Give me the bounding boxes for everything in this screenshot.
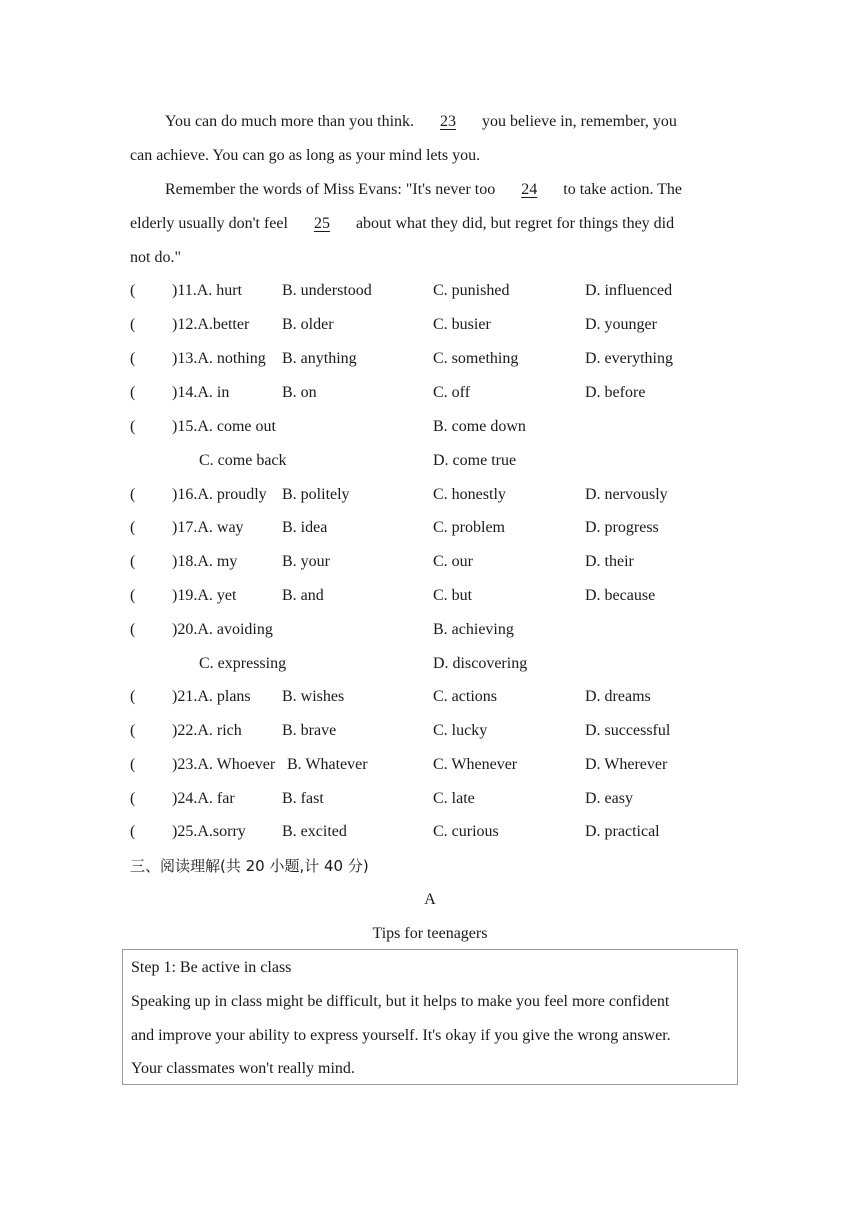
question-20-a: )20.A. avoiding [172,621,273,638]
question-23-b: B. Whatever [287,756,368,773]
section-letter: A [424,891,436,908]
question-14-a: )14.A. in [172,384,230,401]
passage-text: elderly usually don't feel [130,215,288,232]
question-25-a: )25.A.sorry [172,823,246,840]
blank-24: 24 [521,181,538,198]
question-12-d: D. younger [585,316,657,333]
question-23-a: )23.A. Whoever [172,756,276,773]
question-13-a: )13.A. nothing [172,350,266,367]
question-17-b: B. idea [282,519,328,536]
passage-text: to take action. The [563,181,683,198]
question-12-b: B. older [282,316,334,333]
passage-line [165,180,682,200]
question-25-c: C. curious [433,823,499,840]
question-13-b: B. anything [282,350,357,367]
blank-25: 25 [313,215,330,232]
question-paren: ( [130,688,136,705]
question-paren: ( [130,722,136,739]
question-15-b: B. come down [433,418,526,435]
question-16-c: C. honestly [433,486,506,503]
question-24-b: B. fast [282,790,324,807]
question-13-d: D. everything [585,350,673,367]
passage-text: you believe in, remember, you [482,113,677,130]
question-paren: ( [130,519,136,536]
question-11-d: D. influenced [585,282,673,299]
question-paren: ( [130,282,136,299]
question-paren: ( [130,621,136,638]
question-25-b: B. excited [282,823,347,840]
question-21-d: D. dreams [585,688,651,705]
passage-line [165,112,677,132]
question-15-a: )15.A. come out [172,418,276,435]
passage-text: can achieve. You can go as long as your mind lets you. [130,147,481,164]
passage-line [130,214,674,234]
question-22-b: B. brave [282,722,337,739]
passage-text: not do." [130,249,181,266]
question-14-c: C. off [433,384,471,401]
section-heading: 三、阅读理解(共 20 小题,计 40 分) [130,857,369,875]
question-paren: ( [130,587,136,604]
question-24-d: D. easy [585,790,633,807]
question-22-a: )22.A. rich [172,722,242,739]
question-24-a: )24.A. far [172,790,235,807]
question-17-a: )17.A. way [172,519,244,536]
question-17-d: D. progress [585,519,659,536]
question-19-a: )19.A. yet [172,587,237,604]
question-20-d: D. discovering [433,655,528,672]
question-12-a: )12.A.better [172,316,250,333]
question-20-c: C. expressing [199,655,287,672]
question-paren: ( [130,350,136,367]
question-14-b: B. on [282,384,317,401]
tip-text: and improve your ability to express yourself. It's okay if you give the wrong answer. [131,1027,671,1044]
question-25-d: D. practical [585,823,660,840]
question-11-a: )11.A. hurt [172,282,243,299]
question-15-d: D. come true [433,452,517,469]
question-paren: ( [130,418,136,435]
question-19-d: D. because [585,587,656,604]
tip-box [122,949,738,1085]
question-21-c: C. actions [433,688,497,705]
question-paren: ( [130,756,136,773]
tip-text: Speaking up in class might be difficult, but it helps to make you feel more confident [131,993,670,1010]
question-22-c: C. lucky [433,722,488,739]
question-15-c: C. come back [199,452,287,469]
question-12-c: C. busier [433,316,491,333]
question-21-a: )21.A. plans [172,688,251,705]
question-paren: ( [130,316,136,333]
passage-text: Remember the words of Miss Evans: "It's never too [165,181,496,198]
question-22-d: D. successful [585,722,671,739]
article-title: Tips for teenagers [372,925,488,942]
question-paren: ( [130,823,136,840]
question-11-c: C. punished [433,282,510,299]
question-16-b: B. politely [282,486,350,503]
passage-line [130,248,181,268]
question-13-c: C. something [433,350,519,367]
question-paren: ( [130,553,136,570]
question-paren: ( [130,790,136,807]
question-23-c: C. Whenever [433,756,518,773]
question-16-a: )16.A. proudly [172,486,267,503]
question-paren: ( [130,486,136,503]
tip-text: Your classmates won't really mind. [131,1060,355,1077]
passage-text: about what they did, but regret for things they did [355,215,675,232]
question-18-c: C. our [433,553,473,570]
question-19-b: B. and [282,587,324,604]
question-18-b: B. your [282,553,330,570]
question-16-d: D. nervously [585,486,668,503]
question-20-b: B. achieving [433,621,514,638]
question-23-d: D. Wherever [585,756,668,773]
passage-line [130,146,480,166]
question-18-a: )18.A. my [172,553,238,570]
question-21-b: B. wishes [282,688,345,705]
question-24-c: C. late [433,790,475,807]
question-18-d: D. their [585,553,634,570]
tip-step-title: Step 1: Be active in class [131,959,292,976]
question-19-c: C. but [433,587,473,604]
question-11-b: B. understood [282,282,372,299]
passage-text: You can do much more than you think. [165,113,415,130]
question-paren: ( [130,384,136,401]
question-17-c: C. problem [433,519,505,536]
question-14-d: D. before [585,384,646,401]
blank-23: 23 [440,113,457,130]
